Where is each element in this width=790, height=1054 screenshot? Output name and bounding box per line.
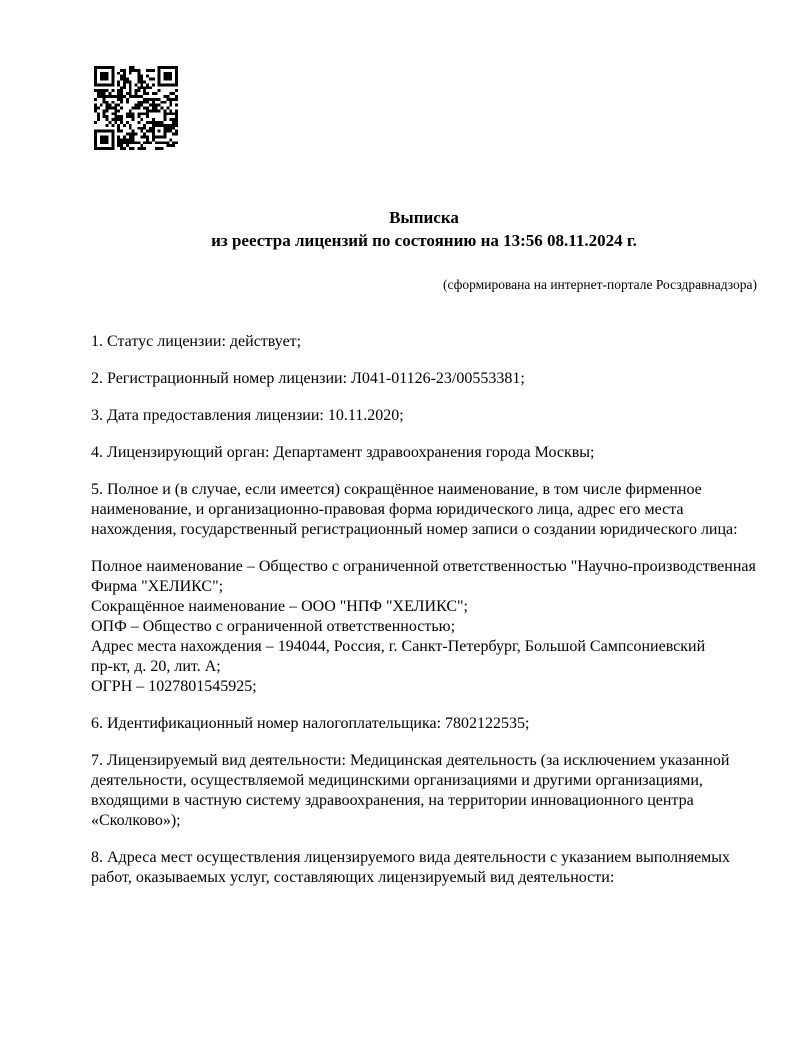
doc-line: 3. Дата предоставления лицензии: 10.11.2020; (91, 407, 404, 424)
doc-line: Полное наименование – Общество с ограниченной ответственностью "Научно-производственная (91, 558, 756, 575)
doc-line: Фирма "ХЕЛИКС"; (91, 578, 224, 595)
paragraph-organization-details (91, 557, 757, 697)
paragraph-license-grant-date (91, 406, 757, 426)
document-title (91, 206, 757, 252)
doc-line: 7. Лицензируемый вид деятельности: Медицинская деятельность (за исключением указанной (91, 752, 730, 769)
doc-line: ОПФ – Общество с ограниченной ответственностью; (91, 618, 456, 635)
doc-line: 4. Лицензирующий орган: Департамент здравоохранения города Москвы; (91, 444, 595, 461)
doc-line: 5. Полное и (в случае, если имеется) сокращённое наименование, в том числе фирменное (91, 481, 702, 498)
doc-line: ОГРН – 1027801545925; (91, 678, 257, 695)
doc-line: 1. Статус лицензии: действует; (91, 333, 302, 350)
doc-line: нахождения, государственный регистрационный номер записи о создании юридического лица: (91, 521, 738, 538)
doc-line: деятельности, осуществляемой медицинскими организациями и другими организациями, (91, 772, 703, 789)
doc-line: Адрес места нахождения – 194044, Россия, г. Санкт-Петербург, Большой Сампсониевский (91, 638, 706, 655)
paragraph-taxpayer-id (91, 714, 757, 734)
paragraph-license-registration-number (91, 369, 757, 389)
paragraph-licensing-authority (91, 443, 757, 463)
doc-line: наименование, и организационно-правовая форма юридического лица, адрес его места (91, 501, 684, 518)
qr-code-icon (94, 66, 178, 150)
doc-line: входящими в частную систему здравоохранения, на территории инновационного центра (91, 792, 694, 809)
document-title-line1: Выписка (389, 208, 459, 227)
formed-on-portal-note: (сформирована на интернет-портале Росздравнадзора) (442, 277, 757, 292)
doc-line: пр-кт, д. 20, лит. А; (91, 658, 221, 675)
paragraph-license-status (91, 332, 757, 352)
paragraph-organization-info-heading (91, 480, 757, 540)
doc-line: работ, оказываемых услуг, составляющих лицензируемый вид деятельности: (91, 869, 615, 886)
document-title-line2: из реестра лицензий по состоянию на 13:56 08.11.2024 г. (211, 231, 637, 250)
doc-line: 6. Идентификационный номер налогоплательщика: 7802122535; (91, 715, 530, 732)
doc-line: Сокращённое наименование – ООО "НПФ "ХЕЛИКС"; (91, 598, 468, 615)
doc-line: 2. Регистрационный номер лицензии: Л041-01126-23/00553381; (91, 370, 525, 387)
paragraph-licensed-activity (91, 751, 757, 831)
doc-line: «Сколково»); (91, 812, 181, 829)
paragraph-activity-addresses-heading (91, 848, 757, 888)
doc-line: 8. Адреса мест осуществления лицензируемого вида деятельности с указанием выполняемых (91, 849, 731, 866)
document-body (91, 332, 757, 905)
